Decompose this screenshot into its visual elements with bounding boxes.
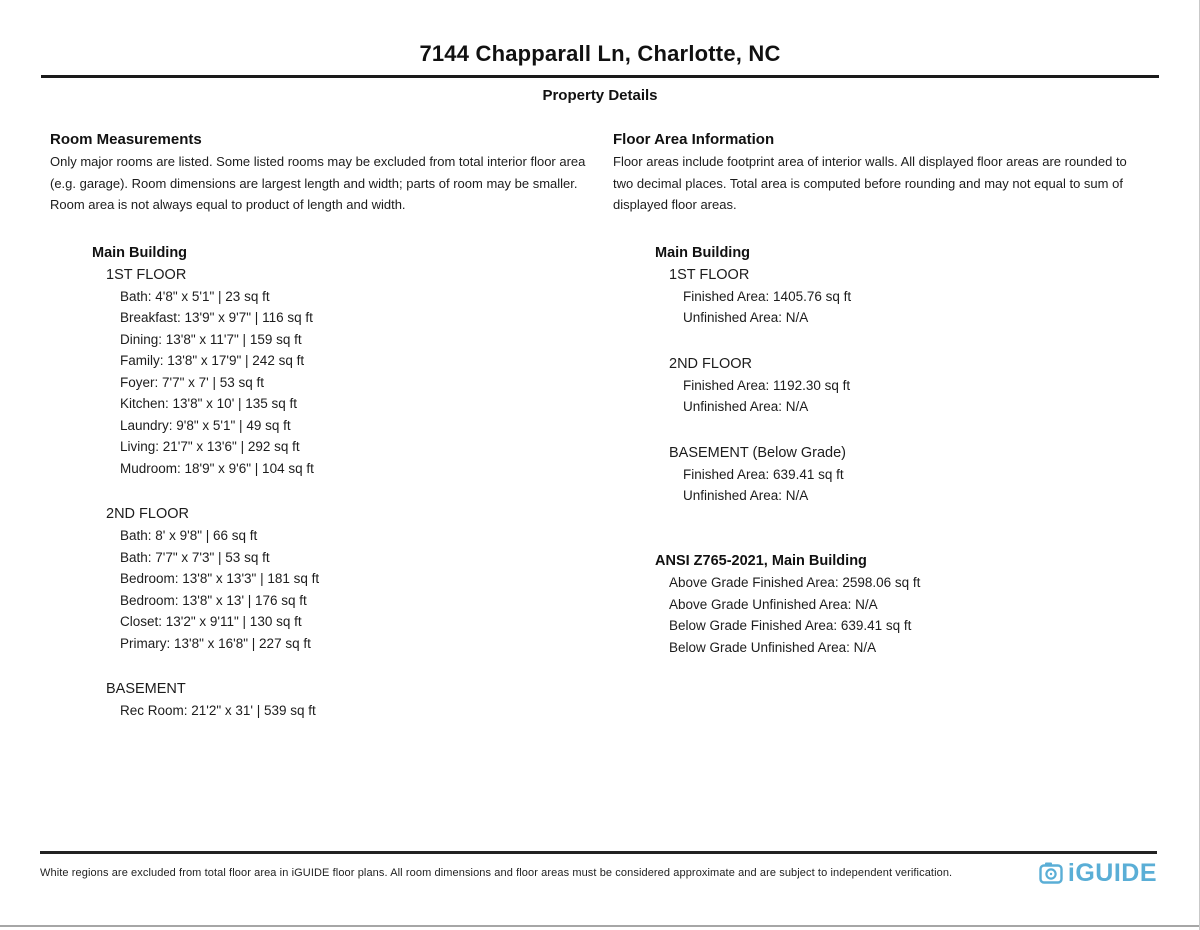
unfinished-area-line: Unfinished Area: N/A	[683, 310, 809, 325]
iguide-logo-text: iGUIDE	[1067, 859, 1157, 887]
room-line: Breakfast: 13'9" x 9'7" | 116 sq ft	[120, 310, 313, 325]
floor-block-1st	[106, 264, 587, 480]
room-line: Rec Room: 21'2" x 31' | 539 sq ft	[120, 703, 316, 718]
floor-block-basement	[106, 678, 587, 722]
floor-name: BASEMENT (Below Grade)	[669, 444, 847, 461]
room-line: Foyer: 7'7" x 7' | 53 sq ft	[120, 374, 265, 390]
floor-name: 2ND FLOOR	[106, 506, 189, 522]
floor-block-2nd	[106, 503, 587, 654]
report-footer	[40, 851, 1157, 886]
ansi-heading: ANSI Z765-2021, Main Building	[655, 552, 867, 569]
report-header	[0, 0, 1200, 104]
room-measurements-section	[50, 131, 587, 722]
area-block-2nd	[669, 353, 1150, 418]
room-line: Bath: 4'8" x 5'1" | 23 sq ft	[120, 288, 270, 304]
room-measurements-description: Only major rooms are listed. Some listed rooms may be excluded from total interior floor area (e.g. garage). Room dimensions are largest length and width; parts of room may be smaller. Room area is not always equal to product of length and width.	[50, 154, 586, 212]
page-subtitle: Property Details	[542, 87, 658, 104]
finished-area-line: Finished Area: 1405.76 sq ft	[683, 288, 852, 304]
room-line: Living: 21'7" x 13'6" | 292 sq ft	[120, 439, 300, 454]
room-line: Kitchen: 13'8" x 10' | 135 sq ft	[120, 396, 298, 411]
room-line: Bedroom: 13'8" x 13' | 176 sq ft	[120, 592, 307, 608]
floor-name: BASEMENT	[106, 681, 186, 697]
room-line: Closet: 13'2" x 9'11" | 130 sq ft	[120, 614, 302, 629]
ansi-line: Above Grade Finished Area: 2598.06 sq ft	[669, 575, 921, 590]
building-name: Main Building	[92, 244, 188, 261]
ansi-line: Above Grade Unfinished Area: N/A	[669, 596, 878, 612]
floor-name: 2ND FLOOR	[669, 355, 752, 372]
content-columns	[0, 131, 1200, 722]
finished-area-line: Finished Area: 1192.30 sq ft	[683, 377, 851, 393]
title-divider	[41, 75, 1159, 78]
room-line: Mudroom: 18'9" x 9'6" | 104 sq ft	[120, 460, 314, 476]
floor-name: 1ST FLOOR	[669, 266, 750, 283]
room-line: Laundry: 9'8" x 5'1" | 49 sq ft	[120, 417, 291, 433]
iguide-logo	[1038, 860, 1157, 886]
room-measurements-heading: Room Measurements	[50, 131, 202, 148]
room-line: Dining: 13'8" x 11'7" | 159 sq ft	[120, 331, 302, 347]
floor-area-heading: Floor Area Information	[613, 131, 775, 148]
page-title: 7144 Chapparall Ln, Charlotte, NC	[419, 41, 781, 66]
room-line: Primary: 13'8" x 16'8" | 227 sq ft	[120, 635, 311, 651]
unfinished-area-line: Unfinished Area: N/A	[683, 488, 809, 503]
unfinished-area-line: Unfinished Area: N/A	[683, 399, 809, 414]
building-name: Main Building	[655, 244, 751, 261]
floor-area-building	[655, 243, 1150, 507]
footer-disclaimer: White regions are excluded from total floor area in iGUIDE floor plans. All room dimensions and floor areas must be considered approximate and are subject to independent verification.	[40, 867, 953, 879]
ansi-summary-block	[655, 551, 1150, 659]
room-measurements-building	[92, 243, 587, 722]
page-bottom-edge	[0, 925, 1200, 927]
floor-area-section	[613, 131, 1150, 722]
room-line: Family: 13'8" x 17'9" | 242 sq ft	[120, 353, 305, 368]
ansi-line: Below Grade Finished Area: 639.41 sq ft	[669, 618, 912, 633]
area-block-basement	[669, 442, 1150, 507]
room-line: Bath: 7'7" x 7'3" | 53 sq ft	[120, 549, 270, 565]
room-line: Bath: 8' x 9'8" | 66 sq ft	[120, 528, 258, 543]
ansi-line: Below Grade Unfinished Area: N/A	[669, 639, 877, 655]
floor-name: 1ST FLOOR	[106, 266, 187, 283]
floor-area-description: Floor areas include footprint area of interior walls. All displayed floor areas are rounded to two decimal places. Total area is computed before rounding and may not equal to sum of displayed floor areas.	[613, 154, 1127, 212]
iguide-camera-icon	[1038, 860, 1064, 886]
area-block-1st	[669, 264, 1150, 329]
room-line: Bedroom: 13'8" x 13'3" | 181 sq ft	[120, 571, 320, 586]
finished-area-line: Finished Area: 639.41 sq ft	[683, 466, 844, 482]
